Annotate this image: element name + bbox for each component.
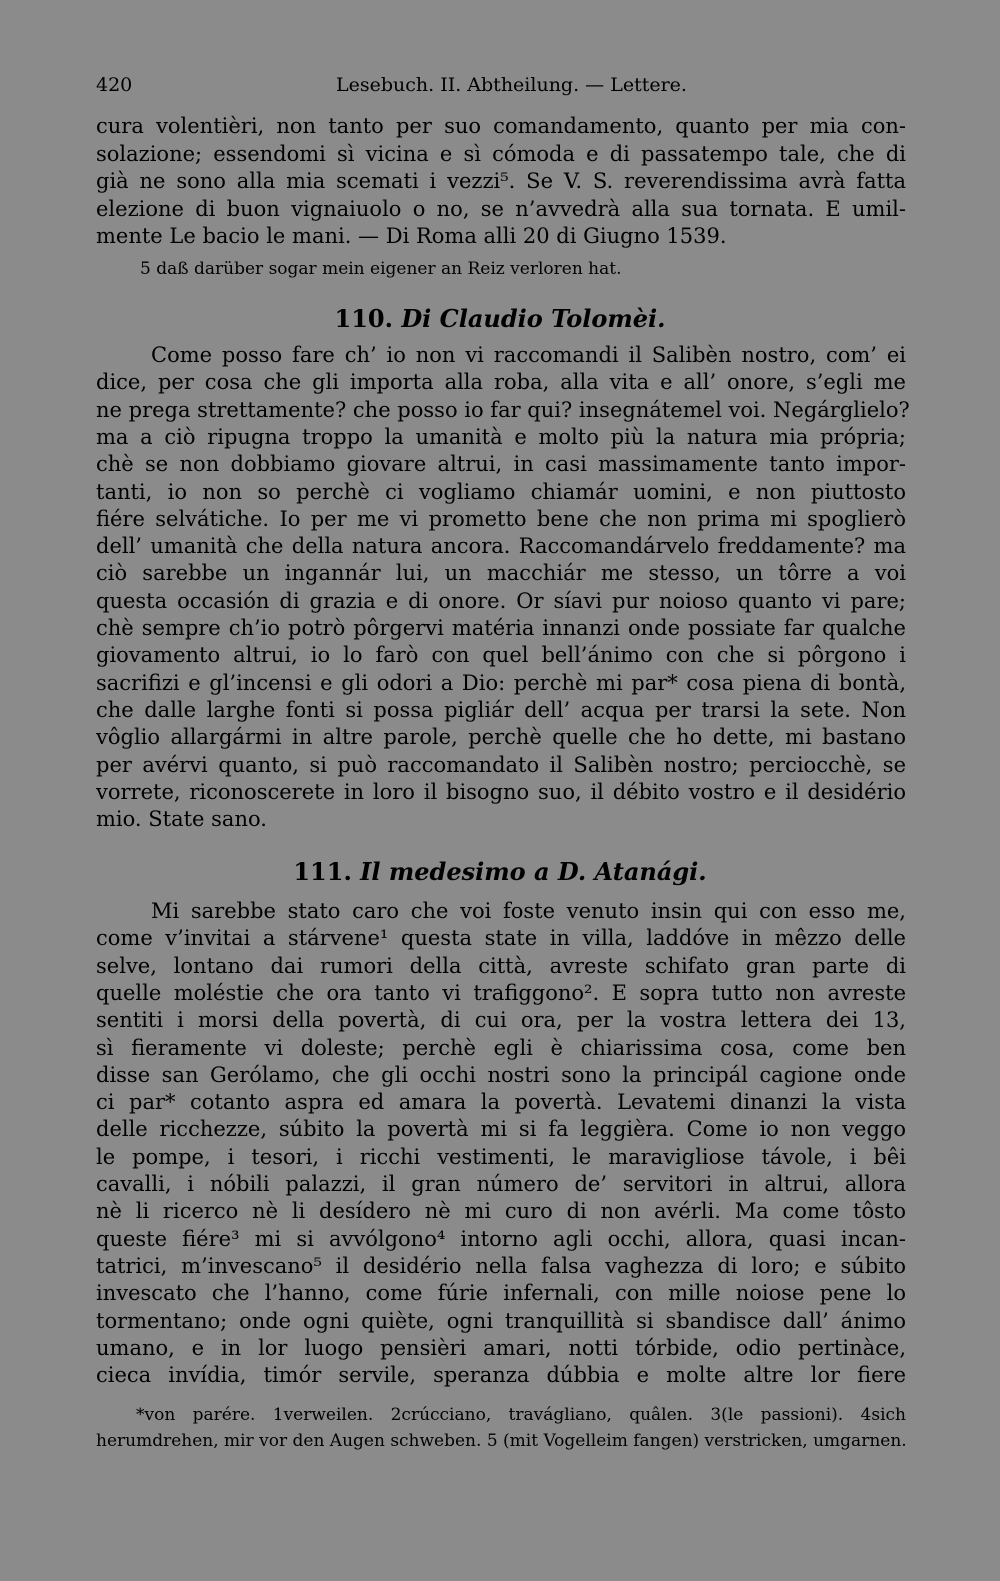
text-line: queste fiére³ mi si avvólgono⁴ intorno agli occhi, allora, quasi incan-: [96, 1226, 906, 1251]
text-line: cura volentièri, non tanto per suo comandamento, quanto per mia con-: [96, 114, 906, 138]
section-heading-111: [0, 856, 1000, 888]
text-line: elezione di buon vignaiuolo o no, se n’avvedrà alla sua tornata. E umil-: [96, 196, 906, 221]
text-line: tanti, io non so perchè ci vogliamo chiamár uomini, e non piuttosto: [96, 479, 906, 504]
text-line: già ne sono alla mia scemati i vezzi⁵. Se V. S. reverendissima avrà fatta: [96, 169, 906, 193]
text-line: sì fieramente vi doleste; perchè egli è chiarissima cosa, come ben: [96, 1035, 906, 1060]
text-line: per avérvi quanto, si può raccomandato il Salibèn nostro; perciocchè, se: [96, 752, 906, 777]
running-title: Lesebuch. II. Abtheilung. — Lettere.: [336, 74, 687, 96]
section-heading-110: [0, 303, 1000, 335]
text-line: solazione; essendomi sì vicina e sì cómoda e di passatempo tale, che di: [96, 141, 906, 166]
text-line: nè li ricerco nè li desídero nè mi curo di non avérli. Ma come tôsto: [96, 1199, 906, 1224]
section-number: 111.: [293, 857, 352, 886]
text-line: tatrici, m’invescano⁵ il desidério nella falsa vaghezza di loro; e súbito: [96, 1253, 906, 1278]
text-line: ne prega strettamente? che posso io far qui? insegnátemel voi. Negárglielo?: [96, 397, 910, 422]
text-line: vôglio allargármi in altre parole, perchè quelle che ho dette, mi bastano: [96, 725, 906, 750]
text-line: cieca invídia, timór servile, speranza dúbbia e molte altre lor fiere: [96, 1363, 906, 1388]
text-line: sentiti i morsi della povertà, di cui ora, per la vostra lettera dei 13,: [96, 1008, 906, 1033]
section-title: Di Claudio Tolomèi.: [401, 304, 666, 333]
footnote-line: herumdrehen, mir vor den Augen schweben. 5 (mit Vogelleim fangen) verstricken, umgarnen.: [96, 1431, 907, 1451]
text-line: invescato che l’hanno, come fúrie infernali, con mille noiose pene lo: [96, 1281, 906, 1306]
text-line: ciò sarebbe un ingannár lui, un macchiár me stesso, un tôrre a voi: [96, 561, 906, 586]
text-line: sacrifizi e gl’incensi e gli odori a Dio: perchè mi par* cosa piena di bontà,: [96, 670, 906, 695]
text-line: fiére selvátiche. Io per me vi prometto bene che non prima mi spoglierò: [96, 506, 906, 531]
text-line: vorrete, riconoscerete in loro il bisogno suo, il débito vostro e il desidério: [96, 779, 906, 804]
section-title: Il medesimo a D. Atanági.: [360, 857, 707, 886]
text-line: umano, e in lor luogo pensièri amari, notti tórbide, odio pertinàce,: [96, 1335, 906, 1360]
text-line: cavalli, i nóbili palazzi, il gran número de’ servitori in altrui, allora: [96, 1172, 906, 1196]
page-header: [96, 74, 906, 104]
text-line: mio. State sano.: [96, 807, 267, 832]
text-line: Come posso fare ch’ io non vi raccomandi il Salibèn nostro, com’ ei: [151, 343, 906, 367]
text-line: questa occasión di grazia e di onore. Or síavi pur noioso quanto vi pare;: [96, 588, 906, 613]
text-line: disse san Gerólamo, che gli occhi nostri sono la principál cagione onde: [96, 1062, 906, 1087]
text-line: dell’ umanità che della natura ancora. Raccomandárvelo freddamente? ma: [96, 534, 906, 559]
text-line: delle ricchezze, súbito la povertà mi si fa leggièra. Come io non veggo: [96, 1117, 906, 1142]
text-line: mente Le bacio le mani. — Di Roma alli 20 di Giugno 1539.: [96, 224, 727, 248]
text-line: chè sempre ch’io potrò pôrgervi matéria innanzi onde possiate far qualche: [96, 616, 906, 640]
section-number: 110.: [334, 304, 393, 333]
page-number: 420: [96, 74, 133, 96]
text-line: ci par* cotanto aspra ed amara la povertà. Levatemi dinanzi la vista: [96, 1090, 906, 1115]
footnote-line: *von parére. 1verweilen. 2crúcciano, travágliano, quâlen. 3(le passioni). 4sich: [136, 1405, 906, 1425]
text-line: selve, lontano dai rumori della città, avreste schifato gran parte di: [96, 953, 906, 978]
text-line: giovamento altrui, io lo farò con quel bell’ánimo con che si pôrgono i: [96, 643, 906, 668]
text-line: tormentano; onde ogni quiète, ogni tranquillità si sbandisce dall’ ánimo: [96, 1308, 906, 1333]
footnote-inline: 5 daß darüber sogar mein eigener an Reiz verloren hat.: [140, 259, 622, 279]
text-line: ma a ciò ripugna troppo la umanità e molto più la natura mia própria;: [96, 424, 906, 449]
text-line: come v’invitai a stárvene¹ questa state in villa, laddóve in mêzzo delle: [96, 926, 906, 951]
text-line: dice, per cosa che gli importa alla roba, alla vita e all’ onore, s’egli me: [96, 370, 906, 395]
text-line: Mi sarebbe stato caro che voi foste venuto insin qui con esso me,: [151, 899, 906, 923]
text-line: chè se non dobbiamo giovare altrui, in casi massimamente tanto impor-: [96, 452, 906, 477]
text-line: le pompe, i tesori, i ricchi vestimenti, le maravigliose távole, i bêi: [96, 1144, 906, 1169]
text-line: che dalle larghe fonti si possa pigliár dell’ acqua per trarsi la sete. Non: [96, 697, 906, 722]
text-line: quelle moléstie che ora tanto vi trafiggono². E sopra tutto non avreste: [96, 980, 906, 1005]
